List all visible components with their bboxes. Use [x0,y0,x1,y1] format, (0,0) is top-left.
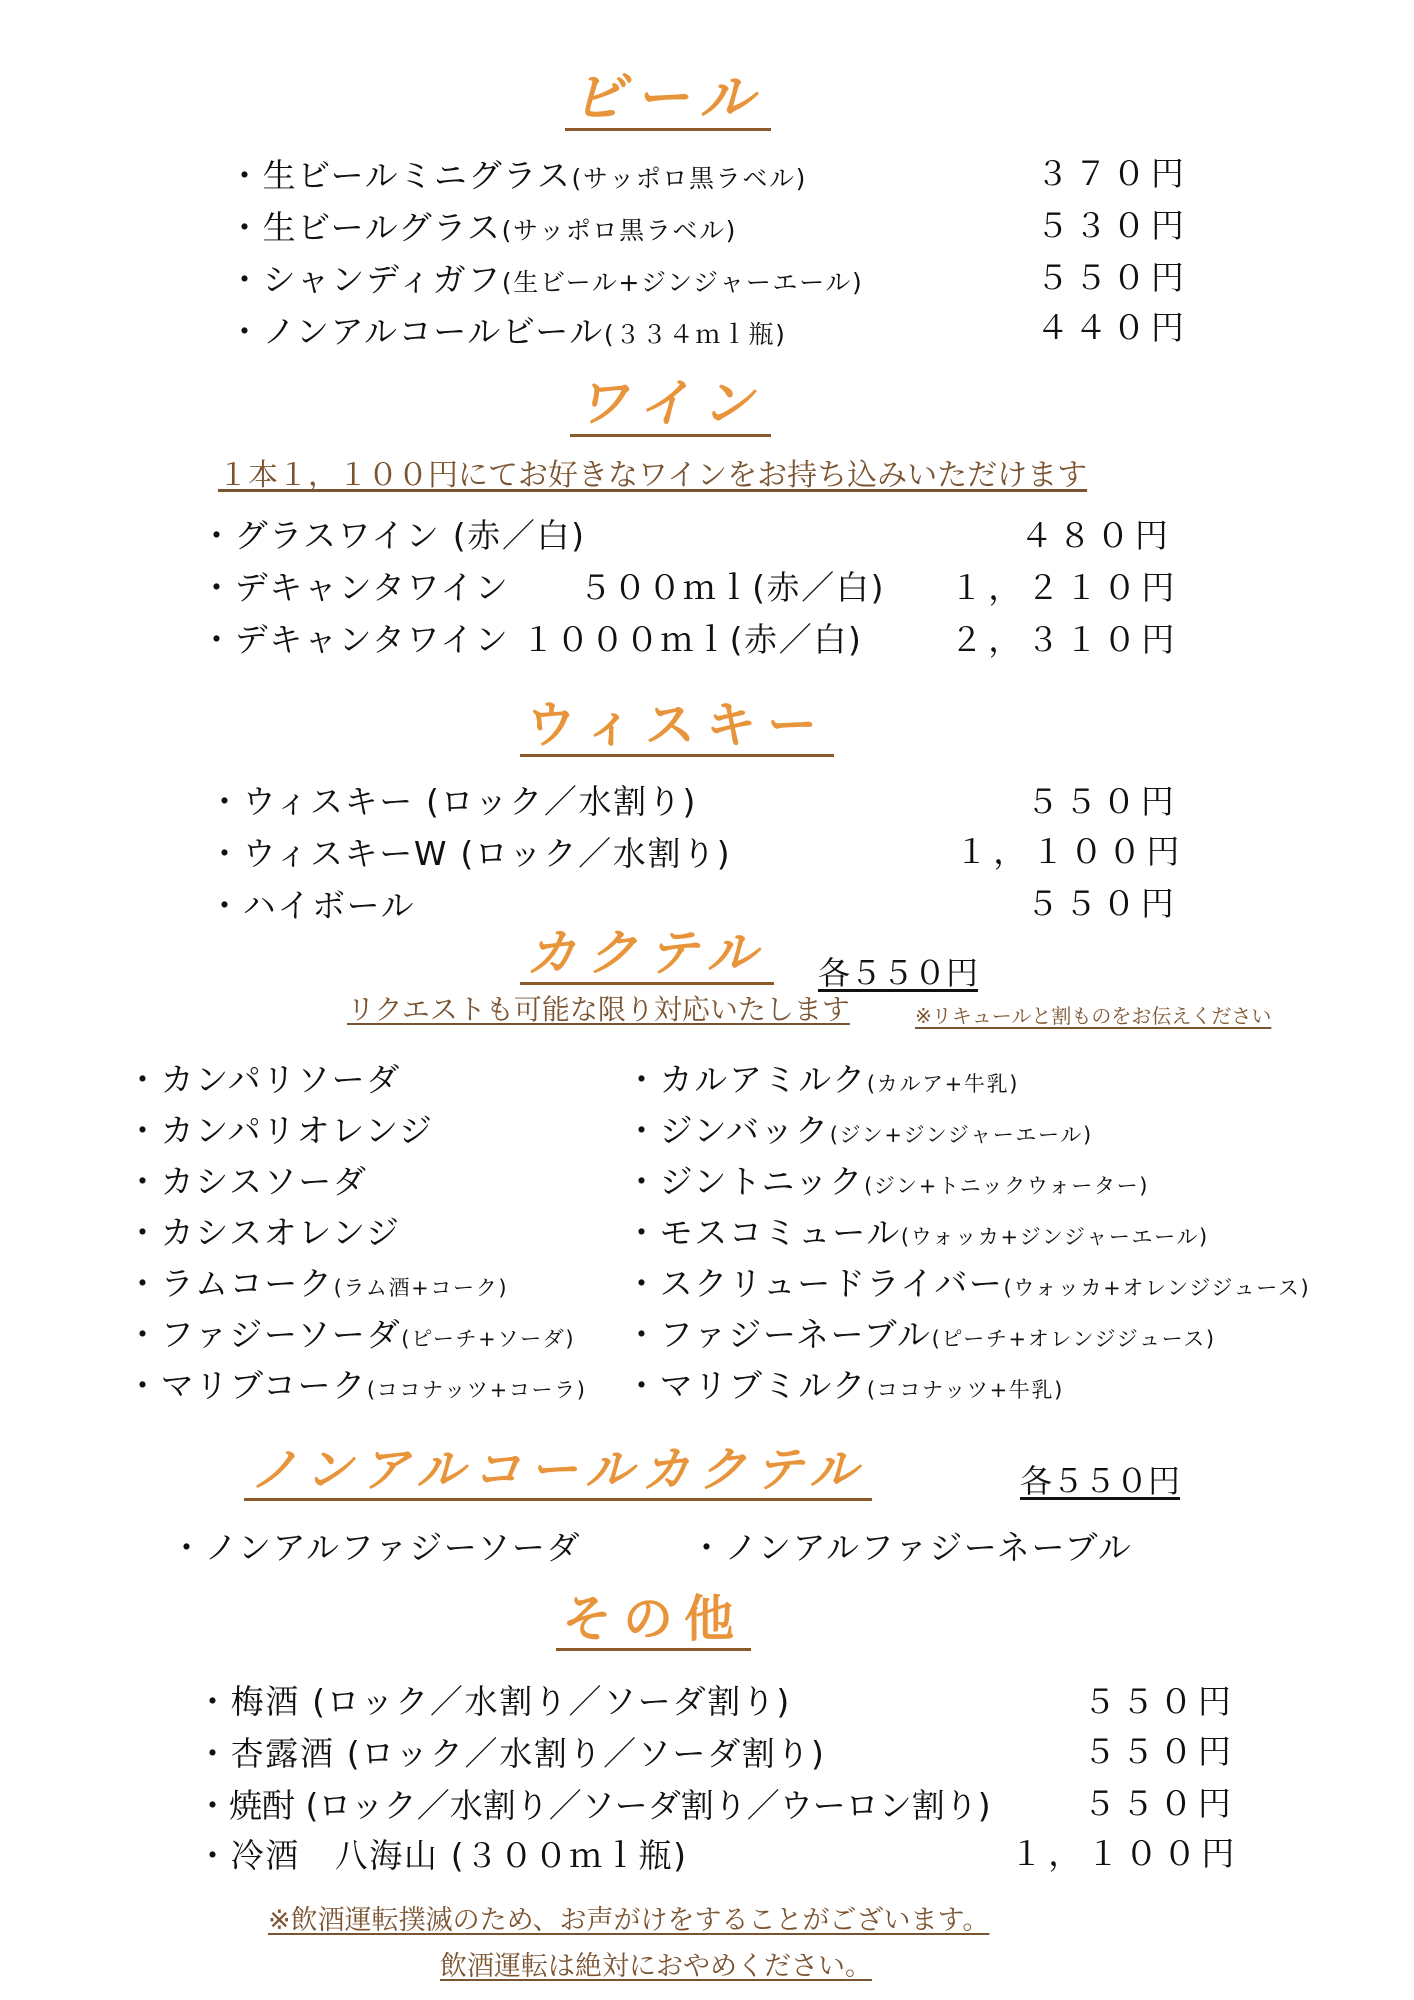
cocktail-left-1: ・カンパリソーダ [126,1060,401,1099]
wine-price-1: ４８０円 [1020,516,1174,555]
cocktail-price-each: 各５５０円 [818,954,979,992]
beer-heading: ビール [565,70,771,131]
item-note: (生ビール+ジンジャーエール) [501,268,864,297]
cocktail-left-4: ・カシスオレンジ [126,1213,401,1252]
whisky-price-1: ５５０円 [1026,782,1180,821]
nonalcohol-item-2: ・ノンアルファジーネーブル [690,1528,1133,1567]
cocktail-right-6: ・ファジーネーブル(ピーチ+オレンジジュース) [625,1315,1216,1354]
wine-item-3: ・デキャンタワイン １０００ｍｌ(赤／白) [200,620,863,659]
beer-item-2 [228,202,737,249]
other-heading: その他 [556,1594,751,1651]
item-name: ・ノンアルコールビール [228,312,604,351]
whisky-price-3: ５５０円 [1026,884,1180,923]
other-price-4: １，１００円 [1010,1834,1240,1873]
cocktail-left-6: ・ファジーソーダ(ピーチ+ソーダ) [126,1315,576,1354]
nonalcohol-heading: ノンアルコールカクテル [244,1446,872,1501]
other-item-2: ・杏露酒 (ロック／水割り／ソーダ割り) [196,1734,826,1773]
beer-item-3 [228,254,863,301]
other-price-3: ５５０円 [1083,1784,1237,1823]
beer-price-2: ５３０円 [1036,206,1190,245]
cocktail-right-7: ・マリブミルク(ココナッツ+牛乳) [625,1366,1064,1405]
nonalcohol-item-1: ・ノンアルファジーソーダ [170,1528,582,1567]
whisky-item-1: ・ウィスキー (ロック／水割り) [208,782,697,821]
whisky-item-2: ・ウィスキーW (ロック／水割り) [208,834,732,873]
cocktail-request-note: リクエストも可能な限り対応いたします [347,993,850,1026]
item-name: ・シャンディガフ [228,260,502,299]
beer-price-3: ５５０円 [1036,258,1190,297]
beer-item-4 [228,306,787,353]
other-price-2: ５５０円 [1083,1732,1237,1771]
whisky-heading: ウィスキー [520,700,834,757]
other-item-1: ・梅酒 (ロック／水割り／ソーダ割り) [196,1682,791,1721]
wine-item-1: ・グラスワイン (赤／白) [200,516,586,555]
item-name: ・生ビールミニグラス [228,156,572,195]
nonalcohol-price-each: 各５５０円 [1020,1462,1181,1500]
other-price-1: ５５０円 [1083,1682,1237,1721]
cocktail-left-7: ・マリブコーク(ココナッツ+コーラ) [126,1366,587,1405]
item-note: (サッポロ黒ラベル) [571,164,808,193]
cocktail-right-4: ・モスコミュール(ウォッカ+ジンジャーエール) [625,1213,1209,1252]
whisky-item-3: ・ハイボール [208,886,416,925]
item-note: (３３４ｍｌ瓶) [603,320,787,349]
cocktail-right-1: ・カルアミルク(カルア+牛乳) [625,1060,1020,1099]
cocktail-request-sub: ※リキュールと割ものをお伝えください [915,1004,1272,1028]
footer-warning-1: ※飲酒運転撲滅のため、お声がけをすることがございます。 [268,1905,990,1936]
footer-warning-2: 飲酒運転は絶対におやめください。 [440,1951,872,1982]
other-item-4: ・冷酒 八海山 (３００ｍｌ瓶) [196,1836,688,1875]
cocktail-right-2: ・ジンバック(ジン+ジンジャーエール) [625,1111,1093,1150]
cocktail-left-5: ・ラムコーク(ラム酒+コーク) [126,1264,509,1303]
wine-item-2: ・デキャンタワイン ５００ｍｌ(赤／白) [200,568,886,607]
cocktail-heading: カクテル [520,928,774,985]
wine-notice: １本１，１００円にてお好きなワインをお持ち込みいただけます [218,458,1088,493]
cocktail-right-3: ・ジントニック(ジン+トニックウォーター) [625,1162,1150,1201]
wine-price-2: １，２１０円 [950,568,1180,607]
beer-item-1 [228,150,807,197]
cocktail-left-3: ・カシスソーダ [126,1162,368,1201]
item-note: (サッポロ黒ラベル) [501,216,738,245]
item-name: ・生ビールグラス [228,208,502,247]
beer-price-1: ３７０円 [1036,154,1190,193]
cocktail-right-5: ・スクリュードライバー(ウォッカ+オレンジジュース) [625,1264,1311,1303]
wine-price-3: ２，３１０円 [950,620,1180,659]
other-item-3: ・焼酎 (ロック／水割り／ソーダ割り／ウーロン割り) [196,1786,991,1825]
wine-heading: ワイン [570,378,771,437]
whisky-price-2: １，１００円 [955,832,1185,871]
beer-price-4: ４４０円 [1036,308,1190,347]
cocktail-left-2: ・カンパリオレンジ [126,1111,434,1150]
